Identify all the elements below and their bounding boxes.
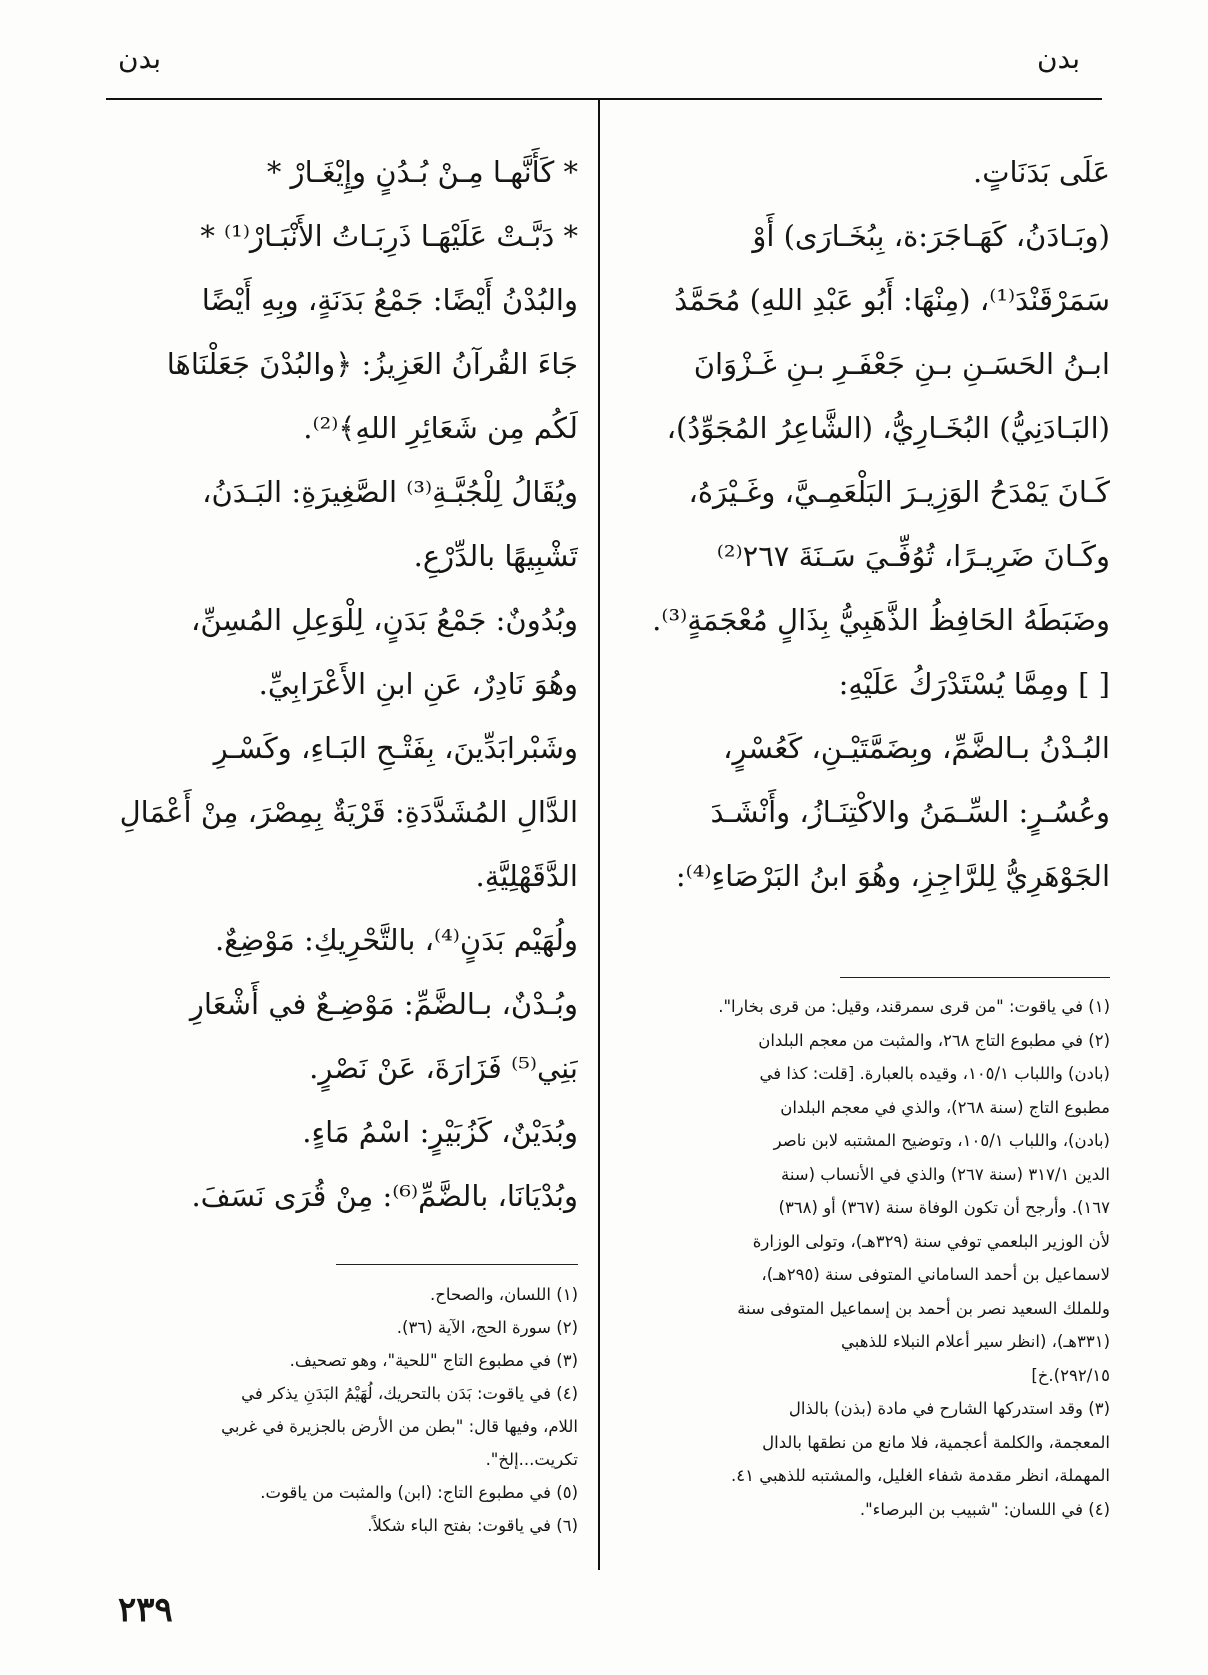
- text-line: وضَبَطَهُ الحَافِظُ الذَّهَبِيُّ بِذَالٍ مُعْجَمَةٍ⁽³⁾.: [652, 603, 1110, 637]
- text-line: عَلَى بَدَنَاتٍ.: [972, 155, 1110, 189]
- footnote-line: (٣٣١هـ)، (انظر سير أعلام النبلاء للذهبي: [841, 1332, 1110, 1351]
- footnote-line: اللام، وفيها قال: "بطن من الأرض بالجزيرة في غربي: [221, 1417, 578, 1436]
- footnote-line: تكريت...إلخ".: [485, 1450, 578, 1469]
- running-head-right: بدن: [1036, 42, 1080, 75]
- footnote-line: ١٦٧). وأرجح أن تكون الوفاة سنة (٣٦٧) أو (٣٦٨): [778, 1198, 1110, 1217]
- text-line: الجَوْهَرِيُّ لِلرَّاجِزِ، وهُوَ ابنُ البَرْصَاءِ⁽⁴⁾:: [675, 859, 1110, 893]
- text-line: وهُوَ نَادِرٌ، عَنِ ابنِ الأَعْرَابِيِّ.: [258, 667, 578, 701]
- text-line: وكَـانَ ضَرِيـرًا، تُوُفِّـيَ سَـنَةَ ٢٦٧⁽²⁾: [716, 539, 1110, 573]
- footnote-line: لاسماعيل بن أحمد الساماني المتوفى سنة (٢٩٥هـ)،: [761, 1265, 1110, 1284]
- footnote-rule-right: [840, 977, 1110, 978]
- text-line: وعُسُـرٍ: السِّـمَنُ والاكْتِنَـازُ، وأَنْشَـدَ: [710, 795, 1110, 829]
- text-line: سَمَرْقَنْدَ⁽¹⁾، (مِنْهَا: أَبُو عَبْدِ اللهِ) مُحَمَّدُ: [674, 283, 1110, 317]
- text-line: ويُقَالُ لِلْجُبَّـةِ⁽³⁾ الصَّغِيرَةِ: البَـدَنُ،: [202, 475, 578, 509]
- text-line: ولُهَيْم بَدَنٍ⁽⁴⁾، بالتَّحْرِيكِ: مَوْضِعٌ.: [214, 923, 578, 957]
- column-divider: [598, 100, 600, 1570]
- footnote-line: المعجمة، والكلمة أعجمية، فلا مانع من نطقها بالدال: [762, 1432, 1110, 1452]
- text-line: تَشْبِيهًا بالدِّرْعِ.: [413, 539, 578, 573]
- footnote-rule-left: [336, 1264, 578, 1265]
- left-footnotes: [106, 1278, 578, 1542]
- text-line: البُـدْنُ بـالضَّمِّ، وبِضَمَّتَيْـنِ، كَعُسْرٍ،: [723, 731, 1110, 765]
- text-line: الدَّقَهْلِيَّةِ.: [475, 859, 578, 893]
- text-line: وبُدَيْنٌ، كَزُبَيْرٍ: اسْمُ مَاءٍ.: [302, 1115, 578, 1149]
- footnote-line: مطبوع التاج (سنة ٢٦٨)، والذي في معجم البلدان: [780, 1097, 1110, 1117]
- footnote-line: (٣) وقد استدركها الشارح في مادة (بذن) بالذال: [788, 1399, 1110, 1418]
- footnote-line: (بادن)، واللباب ١٠٥/١، وتوضيح المشتبه لابن ناصر: [773, 1131, 1110, 1150]
- text-line: وبُـدْنٌ، بـالضَّمِّ: مَوْضِـعٌ في أَشْعَارِ: [189, 987, 578, 1021]
- footnote-line: (٦) في ياقوت: بفتح الباء شكلاً.: [367, 1516, 578, 1535]
- text-line: (البَـادَنِيُّ) البُخَـارِيُّ، (الشَّاعِرُ المُجَوِّدُ)،: [666, 411, 1110, 445]
- text-line: * كَأَنَّهـا مِـنْ بُـدُنٍ وإِيْغَـارْ *: [266, 155, 578, 189]
- text-line: [ ] ومِمَّا يُسْتَدْرَكُ عَلَيْهِ:: [838, 667, 1110, 701]
- footnote-line: (١) اللسان، والصحاح.: [430, 1285, 578, 1304]
- footnote-line: لأن الوزير البلعمي توفي سنة (٣٢٩هـ)، وتولى الوزارة: [752, 1231, 1110, 1251]
- text-line: وبُدْيَانَا، بالضَّمِّ⁽⁶⁾: مِنْ قُرَى نَسَفَ.: [191, 1179, 578, 1213]
- footnote-line: الدين ٣١٧/١ (سنة ٢٦٧) والذي في الأنساب (سنة: [780, 1164, 1110, 1184]
- footnote-line: المهملة، انظر مقدمة شفاء الغليل، والمشتبه للذهبي ٤١.: [731, 1466, 1110, 1485]
- text-line: بَنِي⁽⁵⁾ فَزَارَةَ، عَنْ نَصْرٍ.: [309, 1051, 578, 1085]
- footnote-line: (٢) في مطبوع التاج ٢٦٨، والمثبت من معجم البلدان: [758, 1030, 1110, 1050]
- footnote-line: (٥) في مطبوع التاج: (ابن) والمثبت من ياقوت.: [260, 1483, 578, 1502]
- text-line: جَاءَ القُرآنُ العَزِيزُ: ﴿والبُدْنَ جَعَلْنَاهَا: [166, 347, 578, 381]
- header-rule: [106, 98, 1102, 100]
- footnote-line: (٣) في مطبوع التاج "للحية"، وهو تصحيف.: [289, 1351, 578, 1370]
- right-column-text: [628, 140, 1110, 908]
- text-line: الدَّالِ المُشَدَّدَةِ: قَرْيَةٌ بِمِصْرَ، مِنْ أَعْمَالِ: [119, 795, 578, 829]
- left-column-text: [106, 140, 578, 1228]
- footnote-line: وللملك السعيد نصر بن أحمد بن إسماعيل المتوفى سنة: [737, 1298, 1110, 1318]
- footnote-line: (٤) في اللسان: "شبيب بن البرصاء".: [859, 1499, 1110, 1519]
- right-footnotes: [628, 990, 1110, 1526]
- text-line: وبُدُونٌ: جَمْعُ بَدَنٍ، لِلْوَعِلِ المُسِنِّ،: [191, 603, 578, 637]
- footnote-line: (٤) في ياقوت: بَدَن بالتحريك، لُهَيْمُ البَدَنِ يذكر في: [241, 1384, 578, 1403]
- footnote-line: ٢٩٢/١٥).خ]: [1031, 1365, 1110, 1385]
- text-line: ابـنُ الحَسَـنِ بـنِ جَعْفَـرِ بـنِ غَـزْوَانَ: [693, 347, 1110, 381]
- text-line: لَكُم مِن شَعَائِرِ اللهِ﴾⁽²⁾.: [303, 411, 578, 445]
- footnote-line: (بادن) واللباب ١٠٥/١، وقيده بالعبارة. [قلت: كذا في: [759, 1064, 1110, 1083]
- text-line: كَـانَ يَمْدَحُ الوَزِيـرَ البَلْعَمِـيَّ، وغَـيْرَهُ،: [688, 475, 1110, 509]
- running-head-left: بدن: [118, 42, 162, 75]
- text-line: (وبَـادَنُ، كَهَـاجَرَ:ة، بِبُخَـارَى) أَوْ: [752, 219, 1110, 253]
- footnote-line: (١) في ياقوت: "من قرى سمرقند، وقيل: من قرى بخارا".: [718, 997, 1110, 1016]
- text-line: * دَبَّـتْ عَلَيْهَـا ذَرِبَـاتُ الأَنْبَـارْ⁽¹⁾ *: [200, 219, 578, 253]
- text-line: والبُدْنُ أَيْضًا: جَمْعُ بَدَنَةٍ، وبِهِ أَيْضًا: [201, 283, 578, 317]
- footnote-line: (٢) سورة الحج، الآية (٣٦).: [396, 1318, 578, 1337]
- text-line: وشَبْرابَدِّينَ، بِفَتْـحِ البَـاءِ، وكَسْـرِ: [213, 731, 578, 765]
- page-number: ٢٣٩: [118, 1590, 173, 1630]
